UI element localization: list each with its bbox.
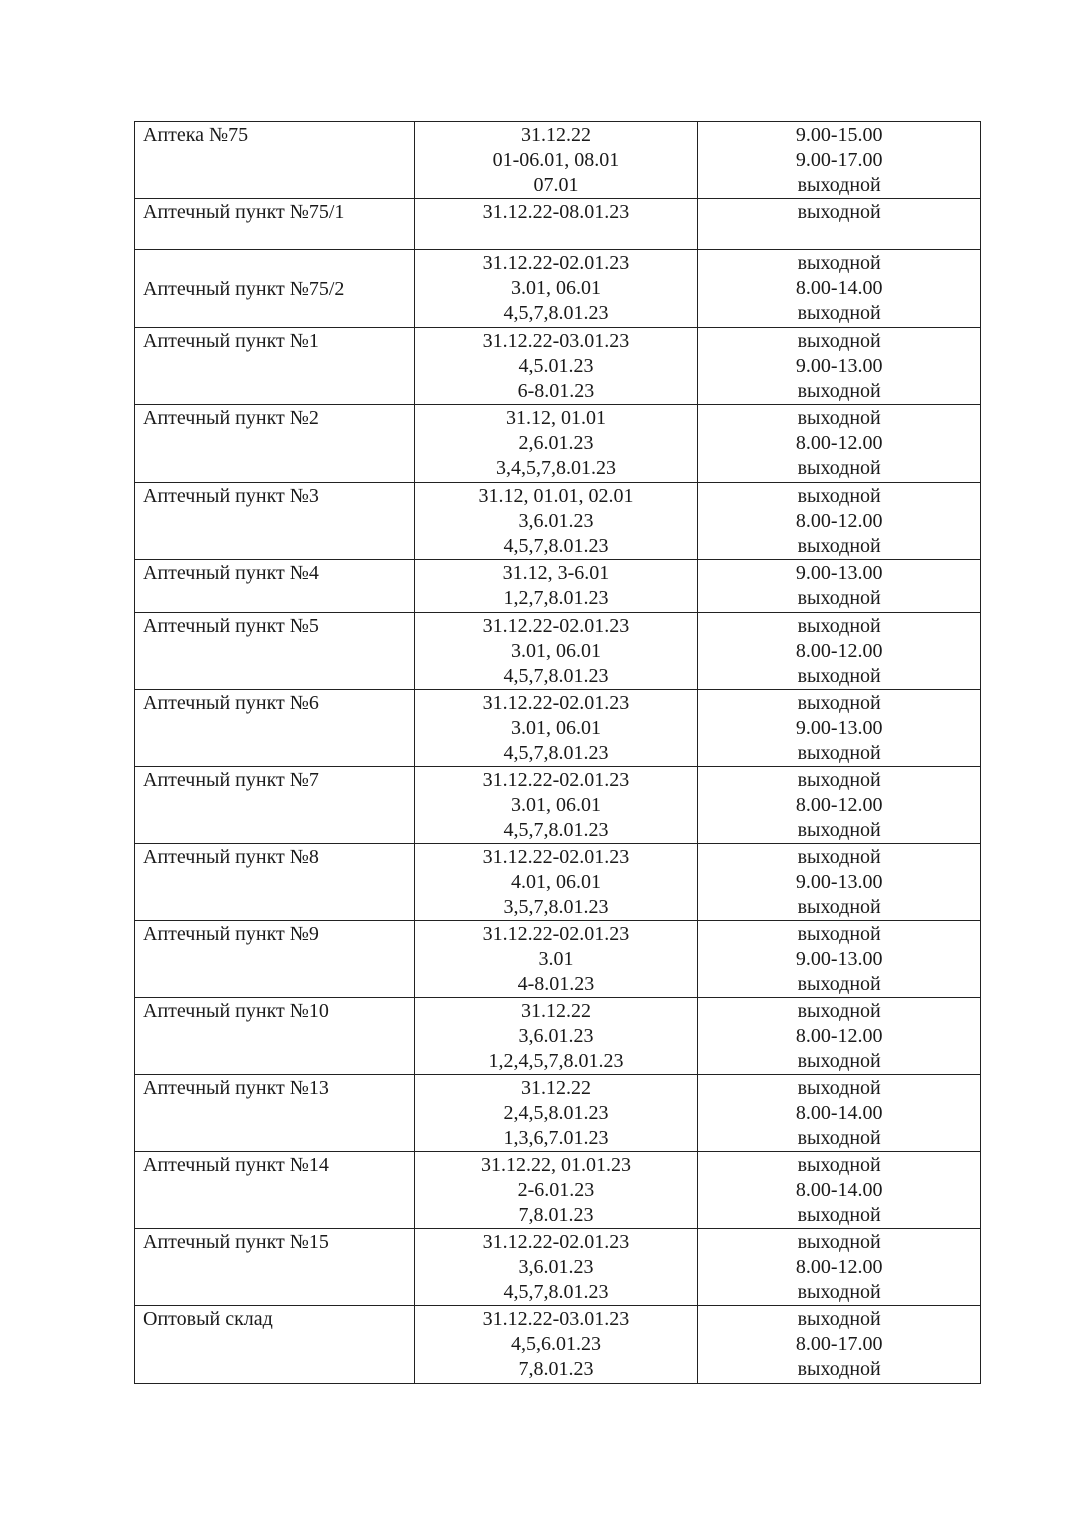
- working-hours: 9.00-15.00: [795, 124, 883, 146]
- working-hours: выходной: [797, 1231, 881, 1253]
- dates-cell: [414, 560, 698, 613]
- working-hours: 9.00-17.00: [795, 149, 883, 171]
- working-hours: выходной: [797, 380, 881, 402]
- date-range: 2,6.01.23: [518, 432, 594, 454]
- location-name: Аптечный пункт №3: [135, 483, 415, 560]
- table-row: [135, 1229, 981, 1306]
- hours-cell: [698, 998, 981, 1075]
- location-name: Аптечный пункт №8: [135, 844, 415, 921]
- date-range: 3,6.01.23: [518, 1256, 594, 1278]
- date-range: 31.12.22-02.01.23: [482, 692, 630, 714]
- table-row: [135, 767, 981, 844]
- working-hours: 8.00-14.00: [795, 1102, 883, 1124]
- working-hours: выходной: [797, 1204, 881, 1226]
- date-range: 31.12, 01.01: [505, 407, 606, 429]
- date-range: 31.12.22-08.01.23: [482, 201, 630, 223]
- date-range: 31.12, 01.01, 02.01: [478, 485, 634, 507]
- dates-cell: [414, 1152, 698, 1229]
- dates-cell: [414, 998, 698, 1075]
- hours-cell: [698, 921, 981, 998]
- working-hours: 8.00-12.00: [795, 1025, 883, 1047]
- date-range: 31.12.22-02.01.23: [482, 615, 630, 637]
- hours-cell: [698, 250, 981, 328]
- date-range: 3.01, 06.01: [510, 277, 601, 299]
- hours-cell: [698, 767, 981, 844]
- location-name: Аптечный пункт №5: [135, 613, 415, 690]
- working-hours: 8.00-12.00: [795, 1256, 883, 1278]
- date-range: 2,4,5,8.01.23: [503, 1102, 609, 1124]
- date-range: 31.12, 3-6.01: [502, 562, 610, 584]
- working-hours: 8.00-12.00: [795, 432, 883, 454]
- date-range: 4,5,7,8.01.23: [503, 1281, 609, 1303]
- hours-cell: [698, 1152, 981, 1229]
- date-range: 31.12.22-02.01.23: [482, 1231, 630, 1253]
- dates-cell: [414, 767, 698, 844]
- table-row: [135, 405, 981, 483]
- working-hours: выходной: [797, 1000, 881, 1022]
- location-name: Аптечный пункт №9: [135, 921, 415, 998]
- table-row: [135, 998, 981, 1075]
- hours-cell: [698, 199, 981, 250]
- working-hours: 8.00-17.00: [795, 1333, 883, 1355]
- working-hours: выходной: [797, 174, 881, 196]
- location-name: Аптечный пункт №4: [135, 560, 415, 613]
- location-name: Аптечный пункт №75/2: [135, 250, 415, 328]
- table-row: [135, 921, 981, 998]
- working-hours: выходной: [797, 1358, 881, 1380]
- working-hours: 9.00-13.00: [795, 717, 883, 739]
- working-hours: 8.00-14.00: [795, 1179, 883, 1201]
- working-hours: выходной: [797, 665, 881, 687]
- date-range: 4,5,7,8.01.23: [503, 665, 609, 687]
- date-range: 3,4,5,7,8.01.23: [495, 457, 616, 479]
- location-name: Аптечный пункт №7: [135, 767, 415, 844]
- working-hours: 8.00-12.00: [795, 794, 883, 816]
- date-range: 4-8.01.23: [517, 973, 595, 995]
- date-range: 3,6.01.23: [518, 510, 594, 532]
- working-hours: выходной: [797, 1127, 881, 1149]
- date-range: 4.01, 06.01: [510, 871, 601, 893]
- location-name: Аптечный пункт №2: [135, 405, 415, 483]
- working-hours: выходной: [797, 692, 881, 714]
- date-range: 4,5,7,8.01.23: [503, 302, 609, 324]
- dates-cell: [414, 921, 698, 998]
- dates-cell: [414, 122, 698, 199]
- dates-cell: [414, 199, 698, 250]
- table-row: [135, 328, 981, 405]
- location-name: Аптечный пункт №6: [135, 690, 415, 767]
- date-range: 4,5.01.23: [518, 355, 594, 377]
- date-range: 3.01, 06.01: [510, 717, 601, 739]
- working-hours: выходной: [797, 587, 881, 609]
- working-hours: выходной: [797, 819, 881, 841]
- date-range: 3,6.01.23: [518, 1025, 594, 1047]
- working-hours: 9.00-13.00: [795, 355, 883, 377]
- location-name: Аптечный пункт №14: [135, 1152, 415, 1229]
- dates-cell: [414, 328, 698, 405]
- working-hours: выходной: [797, 615, 881, 637]
- hours-cell: [698, 328, 981, 405]
- location-name: Оптовый склад: [135, 1306, 415, 1384]
- date-range: 7,8.01.23: [518, 1204, 594, 1226]
- dates-cell: [414, 613, 698, 690]
- date-range: 07.01: [533, 174, 579, 196]
- hours-cell: [698, 613, 981, 690]
- date-range: 7,8.01.23: [518, 1358, 594, 1380]
- date-range: 1,3,6,7.01.23: [503, 1127, 609, 1149]
- working-hours: выходной: [797, 1050, 881, 1072]
- pharmacy-holiday-schedule-table: [134, 121, 981, 1384]
- hours-cell: [698, 122, 981, 199]
- date-range: 31.12.22-02.01.23: [482, 769, 630, 791]
- date-range: 4,5,7,8.01.23: [503, 742, 609, 764]
- working-hours: выходной: [797, 407, 881, 429]
- hours-cell: [698, 483, 981, 560]
- dates-cell: [414, 1306, 698, 1384]
- date-range: 4,5,7,8.01.23: [503, 819, 609, 841]
- date-range: 31.12.22: [520, 1077, 591, 1099]
- working-hours: выходной: [797, 742, 881, 764]
- date-range: 3.01, 06.01: [510, 794, 601, 816]
- working-hours: выходной: [797, 330, 881, 352]
- date-range: 31.12.22, 01.01.23: [480, 1154, 631, 1176]
- working-hours: выходной: [797, 1077, 881, 1099]
- dates-cell: [414, 405, 698, 483]
- working-hours: выходной: [797, 896, 881, 918]
- dates-cell: [414, 1075, 698, 1152]
- table-row: [135, 250, 981, 328]
- working-hours: выходной: [797, 252, 881, 274]
- hours-cell: [698, 405, 981, 483]
- table-row: [135, 1152, 981, 1229]
- working-hours: 8.00-12.00: [795, 640, 883, 662]
- working-hours: выходной: [797, 457, 881, 479]
- date-range: 1,2,4,5,7,8.01.23: [488, 1050, 624, 1072]
- dates-cell: [414, 690, 698, 767]
- table-row: [135, 690, 981, 767]
- date-range: 6-8.01.23: [517, 380, 595, 402]
- working-hours: выходной: [797, 1281, 881, 1303]
- table-row: [135, 483, 981, 560]
- date-range: 3.01, 06.01: [510, 640, 601, 662]
- working-hours: 9.00-13.00: [795, 562, 883, 584]
- location-name: Аптечный пункт №1: [135, 328, 415, 405]
- table-row: [135, 613, 981, 690]
- hours-cell: [698, 560, 981, 613]
- working-hours: 8.00-14.00: [795, 277, 883, 299]
- location-name: Аптечный пункт №75/1: [135, 199, 415, 250]
- hours-cell: [698, 1229, 981, 1306]
- date-range: 3.01: [538, 948, 574, 970]
- hours-cell: [698, 844, 981, 921]
- working-hours: выходной: [797, 923, 881, 945]
- dates-cell: [414, 250, 698, 328]
- working-hours: выходной: [797, 485, 881, 507]
- date-range: 4,5,6.01.23: [510, 1333, 601, 1355]
- dates-cell: [414, 483, 698, 560]
- table-row: [135, 1075, 981, 1152]
- date-range: 31.12.22: [520, 124, 591, 146]
- date-range: 1,2,7,8.01.23: [503, 587, 609, 609]
- date-range: 2-6.01.23: [517, 1179, 595, 1201]
- table-row: [135, 844, 981, 921]
- location-name: Аптечный пункт №13: [135, 1075, 415, 1152]
- working-hours: выходной: [797, 302, 881, 324]
- location-name: Аптечный пункт №15: [135, 1229, 415, 1306]
- hours-cell: [698, 1075, 981, 1152]
- date-range: 3,5,7,8.01.23: [503, 896, 609, 918]
- working-hours: 9.00-13.00: [795, 871, 883, 893]
- table-row: [135, 1306, 981, 1384]
- dates-cell: [414, 844, 698, 921]
- date-range: 4,5,7,8.01.23: [503, 535, 609, 557]
- date-range: 31.12.22-03.01.23: [482, 1308, 630, 1330]
- hours-cell: [698, 690, 981, 767]
- date-range: 31.12.22-03.01.23: [482, 330, 630, 352]
- working-hours: выходной: [797, 1308, 881, 1330]
- working-hours: выходной: [797, 769, 881, 791]
- working-hours: 9.00-13.00: [795, 948, 883, 970]
- location-name: Аптечный пункт №10: [135, 998, 415, 1075]
- date-range: 31.12.22-02.01.23: [482, 923, 630, 945]
- hours-cell: [698, 1306, 981, 1384]
- date-range: 31.12.22: [520, 1000, 591, 1022]
- date-range: 31.12.22-02.01.23: [482, 846, 630, 868]
- working-hours: выходной: [797, 535, 881, 557]
- dates-cell: [414, 1229, 698, 1306]
- date-range: 31.12.22-02.01.23: [482, 252, 630, 274]
- working-hours: 8.00-12.00: [795, 510, 883, 532]
- working-hours: выходной: [797, 973, 881, 995]
- working-hours: выходной: [797, 201, 881, 223]
- date-range: 01-06.01, 08.01: [492, 149, 620, 171]
- table-row: [135, 560, 981, 613]
- working-hours: выходной: [797, 1154, 881, 1176]
- working-hours: выходной: [797, 846, 881, 868]
- table-row: [135, 122, 981, 199]
- table-row: [135, 199, 981, 250]
- location-name: Аптека №75: [135, 122, 415, 199]
